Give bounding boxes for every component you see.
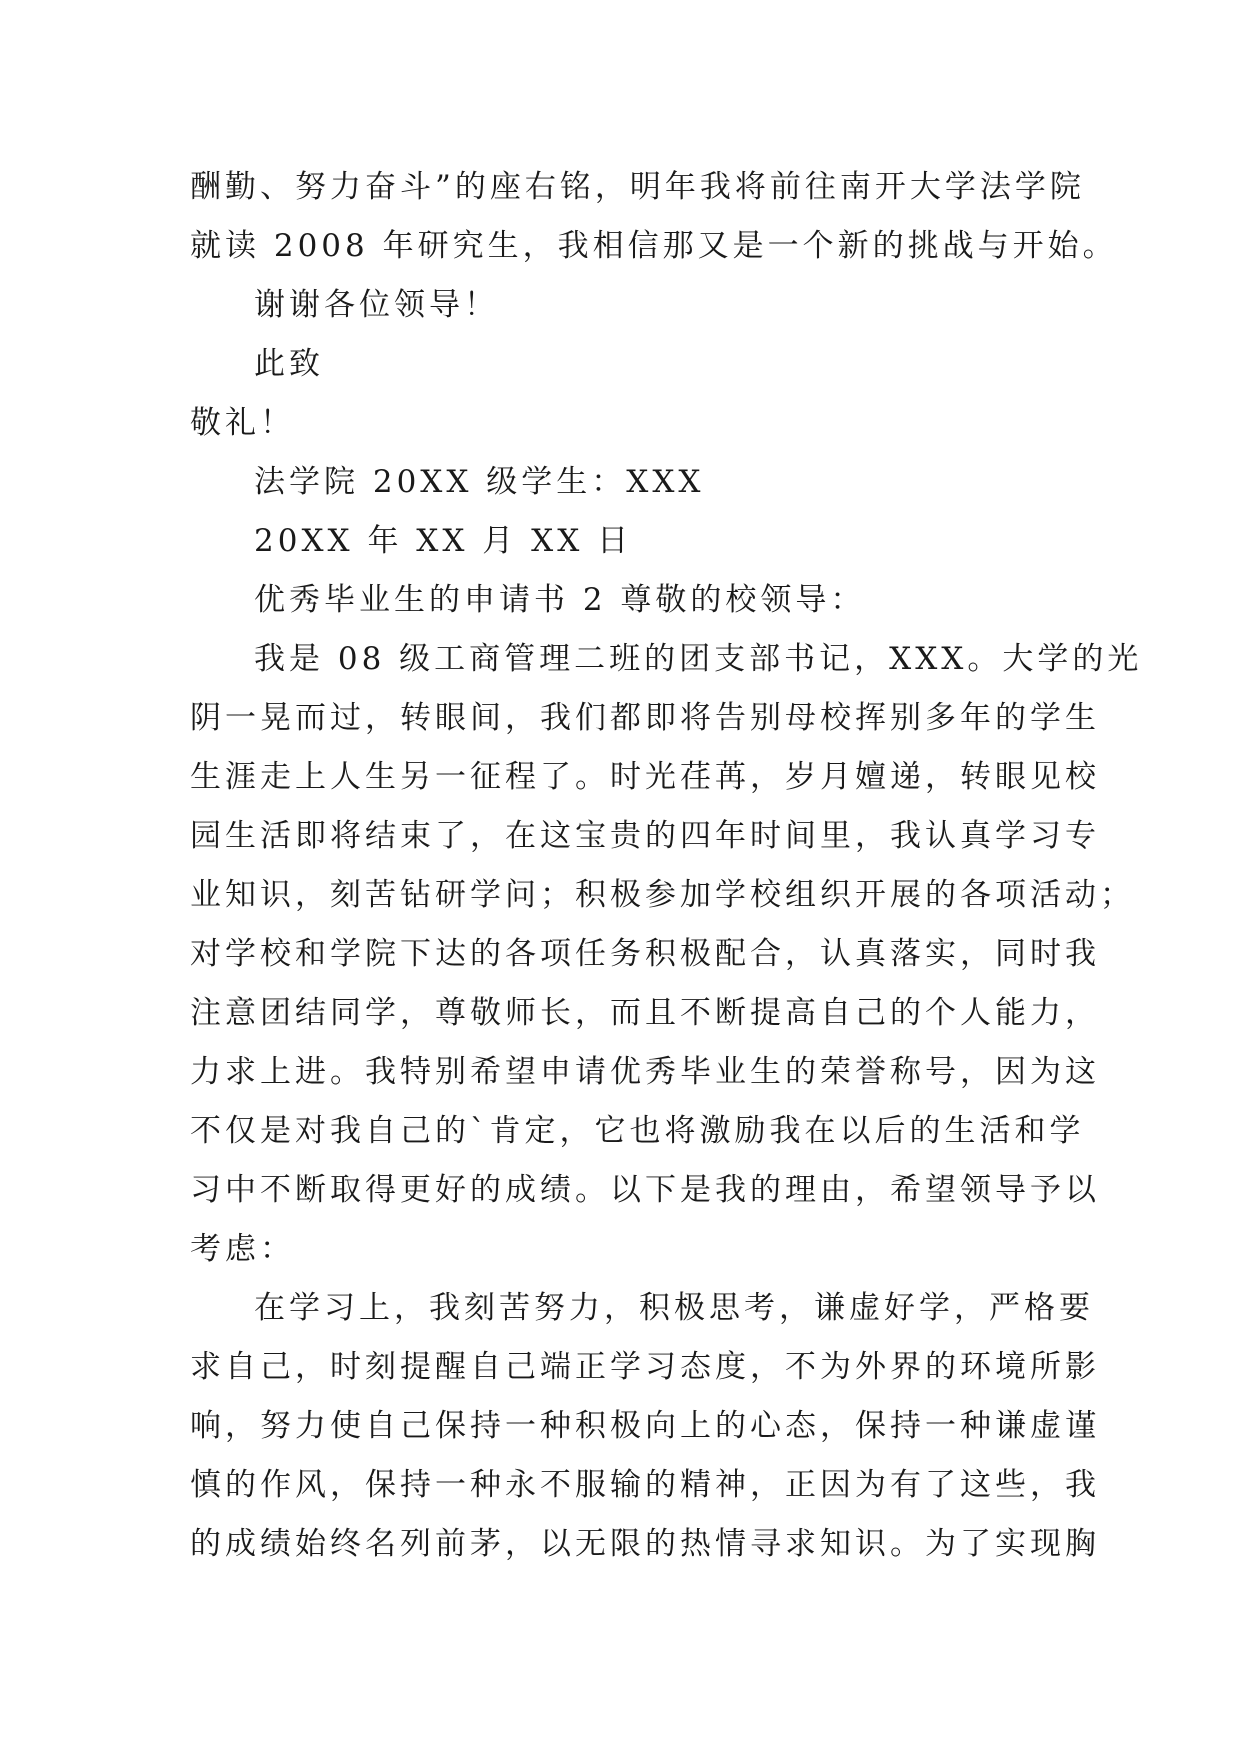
closing-salutation: 此致 [254,346,324,382]
text-line: 习中不断取得更好的成绩。以下是我的理由，希望领导予以 [190,1172,1100,1208]
text-line: 阴一晃而过，转眼间，我们都即将告别母校挥别多年的学生 [190,700,1100,736]
signature-author: 法学院 20XX 级学生：XXX [254,464,705,500]
text-line: 业知识，刻苦钻研学问；积极参加学校组织开展的各项活动； [190,877,1135,913]
text-line: 注意团结同学，尊敬师长，而且不断提高自己的个人能力， [190,995,1100,1031]
closing-regards: 敬礼！ [190,405,295,441]
text-line: 的成绩始终名列前茅，以无限的热情寻求知识。为了实现胸 [190,1526,1100,1562]
signature-date: 20XX 年 XX 月 XX 日 [254,523,633,559]
text-line: 响，努力使自己保持一种积极向上的心态，保持一种谦虚谨 [190,1408,1100,1444]
paragraph-start: 我是 08 级工商管理二班的团支部书记，XXX。大学的光 [254,641,1143,677]
closing-thanks: 谢谢各位领导！ [254,287,499,323]
text-line: 慎的作风，保持一种永不服输的精神，正因为有了这些，我 [190,1467,1100,1503]
text-line: 就读 2008 年研究生，我相信那又是一个新的挑战与开始。 [190,228,1118,264]
section-heading: 优秀毕业生的申请书 2 尊敬的校领导： [254,582,866,618]
text-line: 考虑： [190,1231,295,1267]
text-line: 力求上进。我特别希望申请优秀毕业生的荣誉称号，因为这 [190,1054,1100,1090]
document-body [190,158,1143,1574]
paragraph-start: 在学习上，我刻苦努力，积极思考，谦虚好学，严格要 [254,1290,1094,1326]
text-line: 对学校和学院下达的各项任务积极配合，认真落实，同时我 [190,936,1100,972]
text-line: 求自己，时刻提醒自己端正学习态度，不为外界的环境所影 [190,1349,1100,1385]
text-line: 生涯走上人生另一征程了。时光荏苒，岁月嬗递，转眼见校 [190,759,1100,795]
text-line: 园生活即将结束了，在这宝贵的四年时间里，我认真学习专 [190,818,1100,854]
text-line: 不仅是对我自己的`肯定，它也将激励我在以后的生活和学 [190,1113,1085,1149]
text-line: 酬勤、努力奋斗”的座右铭，明年我将前往南开大学法学院 [190,169,1085,205]
